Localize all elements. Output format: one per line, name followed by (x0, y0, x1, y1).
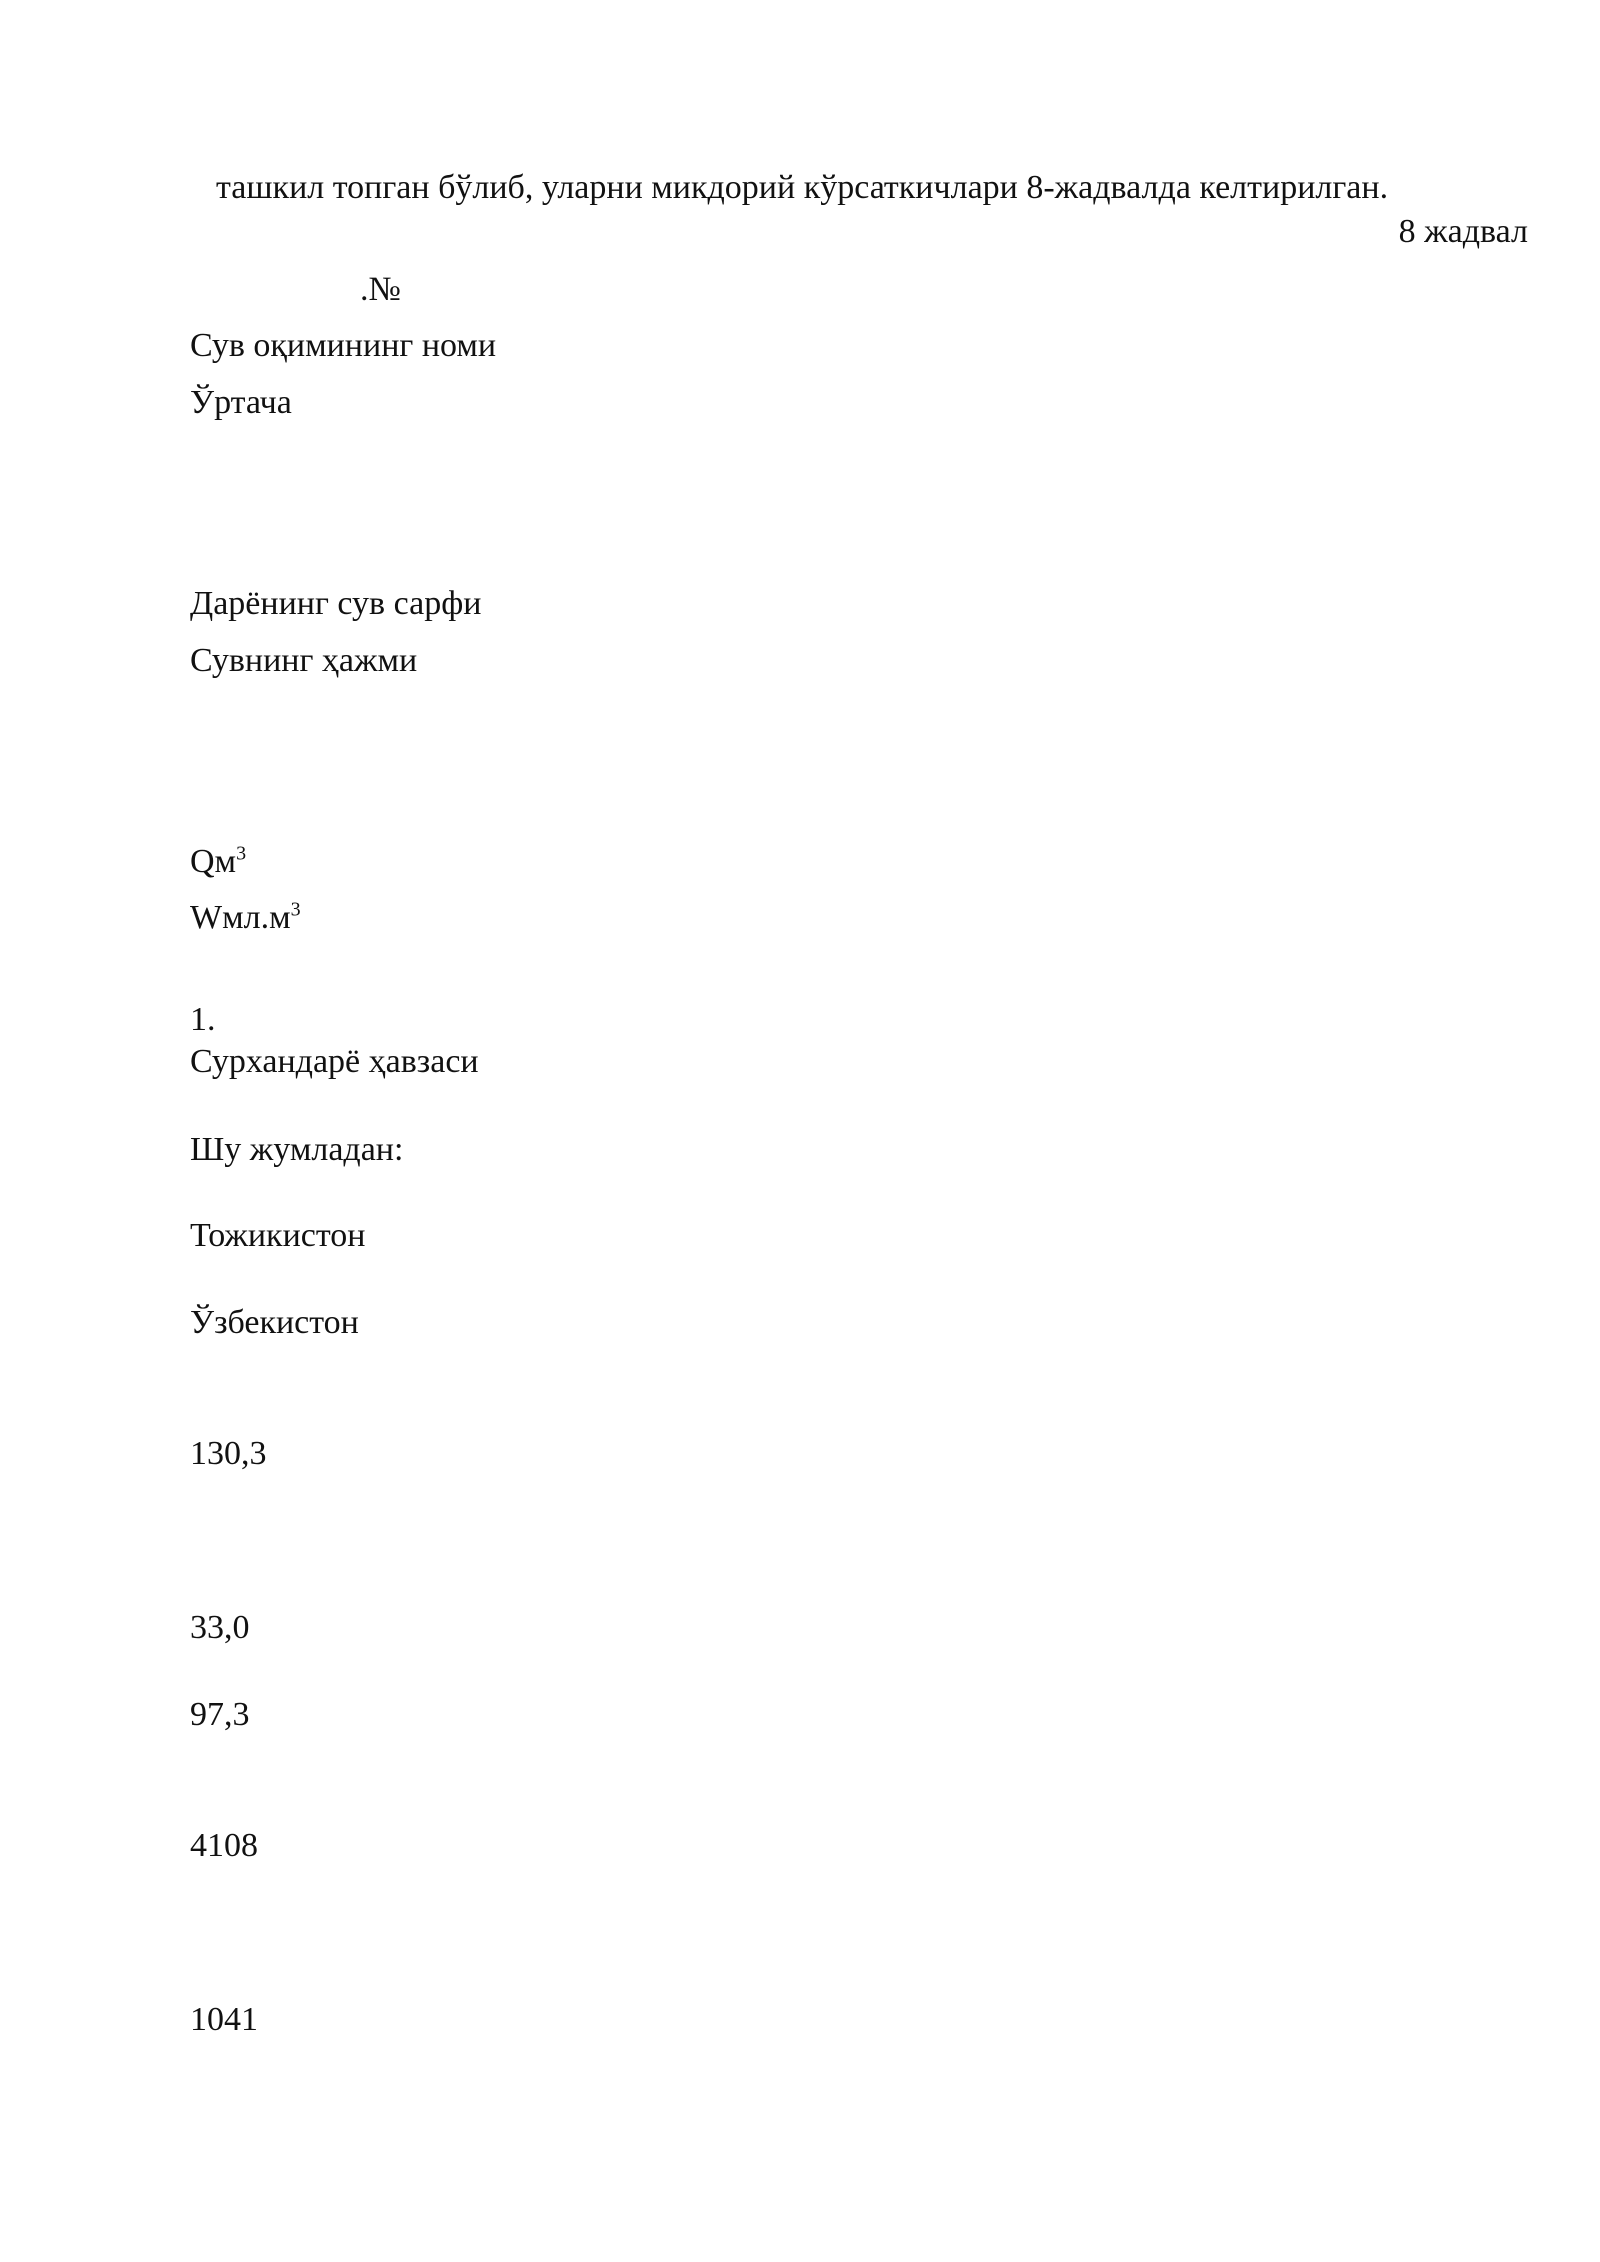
column-header-name: Сув оқимининг номи (190, 327, 497, 364)
unit-volume-exponent: 3 (290, 898, 301, 921)
row-note: Шу жумладан: (190, 1131, 404, 1168)
unit-volume (190, 898, 301, 938)
column-header-volume: Сувнинг ҳажми (190, 642, 418, 679)
row-sub-uzbekistan: Ўзбекистон (190, 1304, 359, 1341)
table-caption: 8 жадвал (1398, 213, 1528, 250)
discharge-value-uzbekistan: 97,3 (190, 1696, 250, 1733)
row-name: Сурхандарё ҳавзаси (190, 1043, 479, 1080)
unit-discharge (190, 842, 246, 882)
unit-discharge-exponent: 3 (236, 842, 247, 865)
column-header-average: Ўртача (190, 384, 292, 421)
column-header-discharge: Дарёнинг сув сарфи (190, 585, 482, 622)
discharge-value-total: 130,3 (190, 1435, 267, 1472)
row-sub-tajikistan: Тожикистон (190, 1217, 366, 1254)
unit-volume-base: Wмл.м (190, 899, 291, 936)
volume-value-tajikistan: 1041 (190, 2001, 258, 2038)
unit-discharge-base: Qм (190, 843, 237, 880)
volume-value-total: 4108 (190, 1827, 258, 1864)
discharge-value-tajikistan: 33,0 (190, 1609, 250, 1646)
row-number: 1. (190, 1001, 216, 1038)
column-header-number: .№ (360, 271, 401, 308)
intro-paragraph: ташкил топган бўлиб, уларни микдорий кўрсаткичлари 8-жадвалда келтирилган. (216, 169, 1389, 206)
